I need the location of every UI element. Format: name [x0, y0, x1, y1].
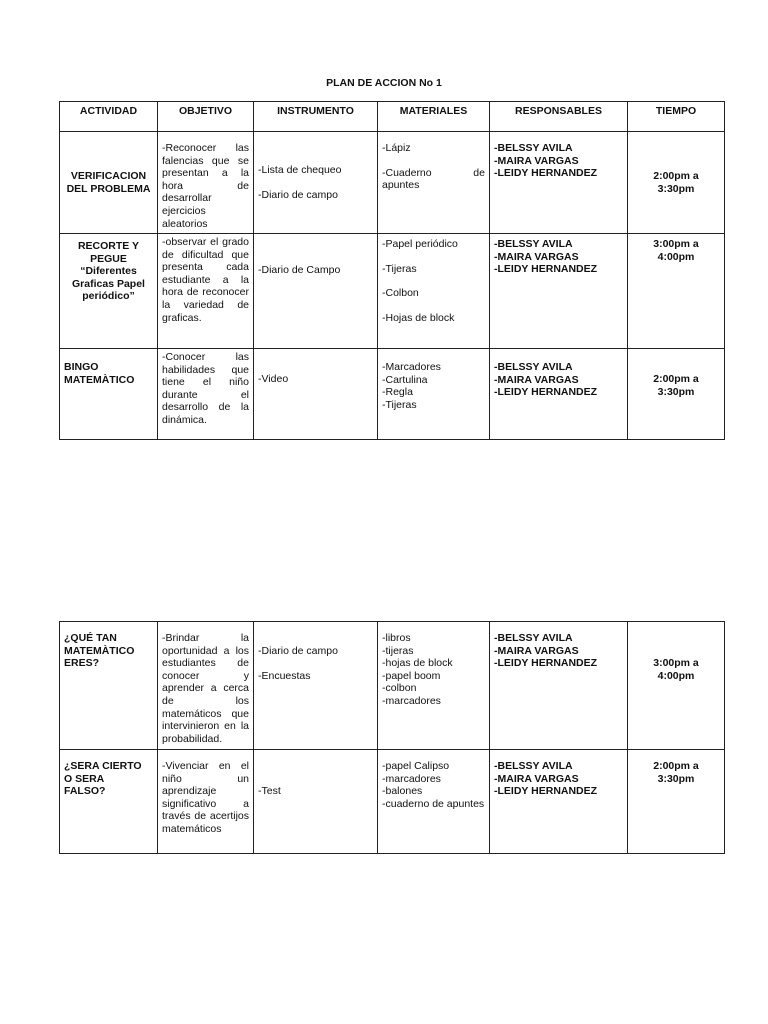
materiales-cell [378, 750, 490, 854]
responsables-cell [490, 132, 628, 234]
responsable-name: -LEIDY HERNANDEZ [494, 785, 598, 798]
instrumento-item: -Diario de campo [258, 188, 338, 201]
action-plan-table [59, 101, 725, 440]
responsables-cell [490, 622, 628, 750]
actividad-line: ¿SERA CIERTO [64, 760, 142, 772]
header-tiempo: TIEMPO [628, 102, 725, 132]
table-row [60, 750, 725, 854]
instrumento-cell [254, 349, 378, 440]
objetivo-cell: -observar el grado de dificultad que presenta cada estudiante a la hora de reconocer la variedad de graficas. [158, 234, 254, 349]
actividad-line: BINGO [64, 361, 99, 373]
responsable-name: -LEIDY HERNANDEZ [494, 657, 598, 670]
tiempo-cell [628, 132, 725, 234]
materiales-cell [378, 349, 490, 440]
tiempo-line: 3:00pm a [653, 238, 699, 250]
materiales-item: -balones [382, 785, 423, 798]
materiales-item: -Regla [382, 386, 413, 399]
header-instrumento: INSTRUMENTO [254, 102, 378, 132]
objetivo-cell: -Conocer las habilidades que tiene el niño durante el desarrollo de la dinámica. [158, 349, 254, 440]
instrumento-item: -Video [258, 373, 289, 385]
materiales-item: -hojas de block [382, 657, 453, 670]
instrumento-item: -Test [258, 785, 281, 797]
tiempo-line: 4:00pm [657, 669, 695, 682]
responsable-name: -LEIDY HERNANDEZ [494, 167, 598, 180]
responsable-name: -BELSSY AVILA [494, 632, 573, 644]
tiempo-line: 3:30pm [657, 385, 695, 398]
actividad-line: periódico” [82, 290, 135, 303]
tiempo-line: 3:00pm a [653, 657, 699, 669]
actividad-cell [60, 622, 158, 750]
objetivo-cell: -Vivenciar en el niño un aprendizaje significativo a través de acertijos matemáticos [158, 750, 254, 854]
materiales-item: -Lápiz [382, 142, 411, 154]
materiales-item: -papel Calipso [382, 760, 450, 772]
materiales-item: -papel boom [382, 669, 441, 682]
materiales-item: -marcadores [382, 694, 441, 707]
instrumento-item: -Diario de campo [258, 645, 338, 657]
action-plan-table-continued [59, 621, 725, 854]
materiales-item: -colbon [382, 682, 417, 695]
actividad-cell [60, 234, 158, 349]
actividad-line: ¿QUÉ TAN [64, 632, 117, 644]
header-responsables: RESPONSABLES [490, 102, 628, 132]
materiales-cell [378, 234, 490, 349]
materiales-cell [378, 622, 490, 750]
table-header-row [60, 102, 725, 132]
tiempo-line: 2:00pm a [653, 760, 699, 772]
responsable-name: -MAIRA VARGAS [494, 772, 579, 785]
instrumento-cell [254, 132, 378, 234]
responsable-name: -MAIRA VARGAS [494, 154, 579, 167]
actividad-line: MATEMÀTICO [64, 373, 135, 386]
materiales-item: -libros [382, 632, 411, 644]
tiempo-line: 2:00pm a [653, 373, 699, 385]
tiempo-cell [628, 349, 725, 440]
instrumento-cell [254, 750, 378, 854]
materiales-cell [378, 132, 490, 234]
table-row [60, 622, 725, 750]
materiales-item: -Colbon [382, 287, 419, 300]
table-row [60, 132, 725, 234]
tiempo-line: 3:30pm [657, 182, 695, 195]
responsables-cell [490, 750, 628, 854]
instrumento-item: -Encuestas [258, 669, 311, 682]
responsables-cell [490, 349, 628, 440]
responsable-name: -BELSSY AVILA [494, 760, 573, 772]
objetivo-cell: -Reconocer las falencias que se presentan a la hora de desarrollar ejercicios aleatorios [158, 132, 254, 234]
tiempo-line: 2:00pm a [653, 169, 699, 182]
materiales-item: -Tijeras [382, 398, 417, 411]
actividad-cell [60, 349, 158, 440]
responsable-name: -BELSSY AVILA [494, 238, 573, 250]
actividad-line: ERES? [64, 657, 100, 670]
tiempo-cell [628, 750, 725, 854]
table-row [60, 349, 725, 440]
instrumento-cell [254, 234, 378, 349]
tiempo-line: 3:30pm [657, 772, 695, 785]
responsable-name: -MAIRA VARGAS [494, 250, 579, 263]
materiales-item: -Cuaderno de apuntes [382, 166, 485, 192]
actividad-line: RECORTE Y [77, 240, 140, 252]
instrumento-item: -Lista de chequeo [258, 163, 342, 176]
header-actividad: ACTIVIDAD [60, 102, 158, 132]
responsable-name: -MAIRA VARGAS [494, 644, 579, 657]
instrumento-item: -Diario de Campo [258, 264, 341, 276]
materiales-item: -tijeras [382, 644, 414, 657]
tiempo-line: 4:00pm [657, 250, 695, 263]
actividad-cell [60, 750, 158, 854]
materiales-item: -Cartulina [382, 373, 428, 386]
materiales-item: -Marcadores [382, 361, 441, 373]
actividad-line: VERIFICACION [70, 169, 147, 182]
materiales-item: -Tijeras [382, 262, 417, 275]
actividad-line: MATEMÀTICO [64, 644, 135, 657]
actividad-line: DEL PROBLEMA [66, 182, 151, 195]
page-title: PLAN DE ACCION No 1 [326, 77, 442, 89]
actividad-line: “Diferentes [80, 265, 137, 278]
actividad-line: Graficas Papel [72, 277, 145, 290]
header-objetivo: OBJETIVO [158, 102, 254, 132]
tiempo-cell [628, 622, 725, 750]
responsable-name: -BELSSY AVILA [494, 142, 573, 154]
materiales-item: -cuaderno de apuntes [382, 797, 485, 810]
actividad-line: PEGUE [90, 252, 127, 265]
actividad-cell [60, 132, 158, 234]
tiempo-cell [628, 234, 725, 349]
responsable-name: -BELSSY AVILA [494, 361, 573, 373]
header-materiales: MATERIALES [378, 102, 490, 132]
responsable-name: -MAIRA VARGAS [494, 373, 579, 386]
materiales-item: -marcadores [382, 772, 441, 785]
responsables-cell [490, 234, 628, 349]
actividad-line: FALSO? [64, 785, 106, 798]
table-row [60, 234, 725, 349]
instrumento-cell [254, 622, 378, 750]
responsable-name: -LEIDY HERNANDEZ [494, 386, 598, 399]
actividad-line: O SERA [64, 772, 105, 785]
materiales-item: -Hojas de block [382, 311, 455, 324]
objetivo-cell: -Brindar la oportunidad a los estudiantes de conocer y aprender a cerca de los matemáticos que intervinieron en la probabilidad. [158, 622, 254, 750]
responsable-name: -LEIDY HERNANDEZ [494, 263, 598, 276]
materiales-item: -Papel periódico [382, 238, 458, 250]
